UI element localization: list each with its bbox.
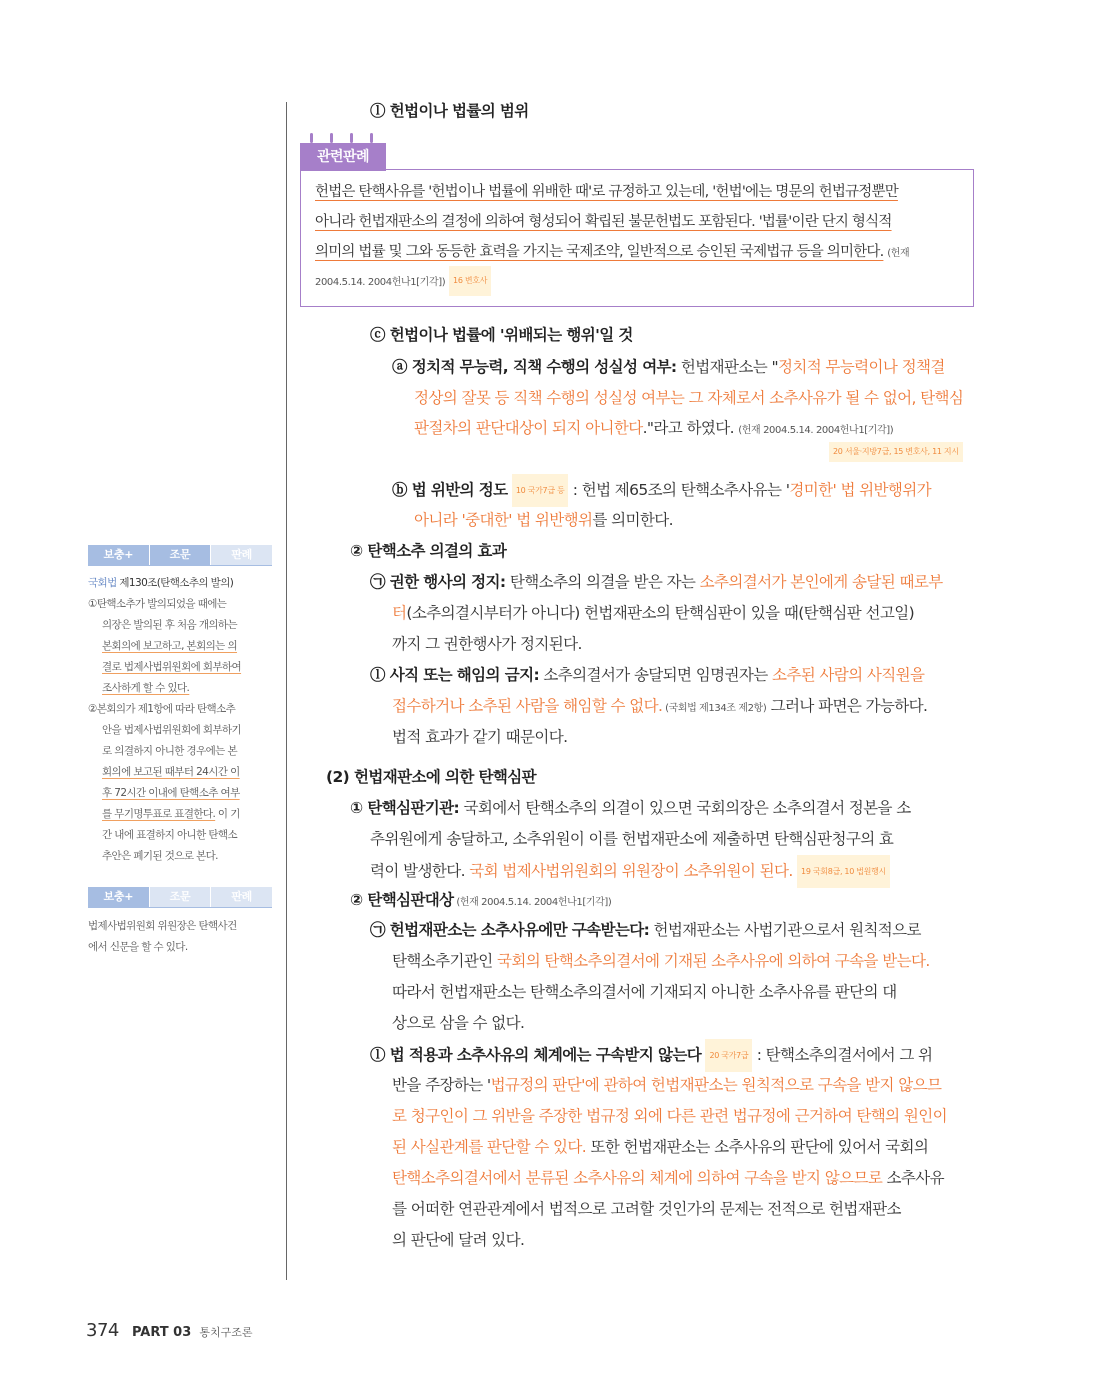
sidebar-tabs xyxy=(88,545,272,565)
case-line-4: 2004.5.14. 2004헌나1[기각]) 16 변호사 xyxy=(315,266,491,297)
para-dismiss-line-3: 법적 효과가 같기 때문이다. xyxy=(392,728,568,746)
para-notbound-line-6: 를 어떠한 연관관계에서 법적으로 고려할 것인가의 문제는 전적으로 헌법재판소 xyxy=(392,1200,901,1218)
para-dismiss-line-2: 접수하거나 소추된 사람을 해임할 수 없다. (국회법 제134조 제2항) 그러나 파면은 가능하다. xyxy=(392,697,928,715)
para-bound-line-3: 따라서 헌법재판소는 탄핵소추의결서에 기재되지 아니한 소추사유를 판단의 대 xyxy=(392,983,897,1001)
para-notbound-line-7: 의 판단에 달려 있다. xyxy=(392,1231,525,1249)
statute-line: 본회의에 보고하고, 본회의는 의 xyxy=(102,640,238,652)
para-a-line-3: 판절차의 판단대상이 되지 아니한다."라고 하였다. (헌재 2004.5.14. 2004헌나1[기각]) xyxy=(414,419,894,437)
statute-line: 결로 법제사법위원회에 회부하여 xyxy=(102,661,242,673)
tab-statute: 조문 xyxy=(150,887,211,907)
para-organ-line-1: ① 탄핵심판기관: 국회에서 탄핵소추의 의결이 있으면 국회의장은 소추의결서 정본을 소 xyxy=(350,799,911,817)
para-object-head: ② 탄핵심판대상 (헌재 2004.5.14. 2004헌나1[기각]) xyxy=(350,891,612,909)
statute-line: 회의에 보고된 때부터 24시간 이 xyxy=(102,766,240,778)
case-frame xyxy=(300,169,974,307)
para-bound-line-2: 탄핵소추기관인 국회의 탄핵소추의결서에 기재된 소추사유에 의하여 구속을 받는다. xyxy=(392,952,930,970)
para-notbound-line-5: 탄핵소추의결서에서 분류된 소추사유의 체계에 의하여 구속을 받지 않으므로 소추사유 xyxy=(392,1169,945,1187)
para-a-line-1: ⓐ 정치적 무능력, 직책 수행의 성실성 여부: 헌법재판소는 "정치적 무능력이나 정책결 xyxy=(392,358,945,376)
tab-precedent: 판례 xyxy=(211,545,272,565)
heading-court: (2) 헌법재판소에 의한 탄핵심판 xyxy=(326,768,537,786)
heading-effects: ② 탄핵소추 의결의 효과 xyxy=(350,542,507,560)
page-footer xyxy=(86,1320,253,1341)
para-b-line-2: 아니라 '중대한' 법 위반행위를 의미한다. xyxy=(414,511,673,529)
para-a-line-2: 정상의 잘못 등 직책 수행의 성실성 여부는 그 자체로서 소추사유가 될 수 없어, 탄핵심 xyxy=(414,389,964,407)
statute-line: 간 내에 표결하지 아니한 탄핵소 xyxy=(102,829,238,841)
sidebar-tabs xyxy=(88,887,272,907)
statute-line: 안을 법제사법위원회에 회부하기 xyxy=(102,724,242,736)
para-notbound-line-2: 반을 주장하는 '법규정의 판단'에 관하여 헌법재판소는 원칙적으로 구속을 받지 않으므 xyxy=(392,1076,942,1094)
case-line-3: 의미의 법률 및 그와 동등한 효력을 가지는 국제조약, 일반적으로 승인된 국제법규 등을 의미한다. (헌재 xyxy=(315,244,910,260)
supplement-line: 법제사법위원회 위원장은 탄핵사건 xyxy=(88,920,237,932)
tab-supplement: 보충+ xyxy=(88,887,149,907)
case-label: 관련판례 xyxy=(300,143,386,171)
statute-line: 추안은 폐기된 것으로 본다. xyxy=(102,850,218,862)
para-suspend-line-3: 까지 그 권한행사가 정지된다. xyxy=(392,635,582,653)
statute-title: 국회법 제130조(탄핵소추의 발의) xyxy=(88,577,234,589)
statute-line: 를 무기명투표로 표결한다. 이 기 xyxy=(102,808,240,820)
statute-line: 후 72시간 이내에 탄핵소추 여부 xyxy=(102,787,240,799)
para-notbound-line-3: 로 청구인이 그 위반을 주장한 법규정 외에 다른 관련 법규정에 근거하여 탄핵의 원인이 xyxy=(392,1107,947,1125)
para-organ-line-2: 추위원에게 송달하고, 소추위원이 이를 헌법재판소에 제출하면 탄핵심판청구의 효 xyxy=(370,830,894,848)
statute-line: 의장은 발의된 후 처음 개의하는 xyxy=(102,619,238,631)
para-organ-line-3: 력이 발생한다. 국회 법제사법위원회의 위원장이 소추위원이 된다. 19 국회8급, 10 법원행시 xyxy=(370,855,890,888)
para-notbound-line-1: ⓛ 법 적용과 소추사유의 체계에는 구속받지 않는다 20 국가7급 : 탄핵소추의결서에서 그 위 xyxy=(370,1039,932,1072)
heading-scope: ⓛ 헌법이나 법률의 범위 xyxy=(370,102,529,120)
para-suspend-line-2: 터(소추의결시부터가 아니다) 헌법재판소의 탄핵심판이 있을 때(탄핵심판 선고일) xyxy=(392,604,915,622)
para-dismiss-line-1: ⓛ 사직 또는 해임의 금지: 소추의결서가 송달되면 임명권자는 소추된 사람의 사직원을 xyxy=(370,666,925,684)
column-divider xyxy=(286,102,287,1280)
para-bound-line-1: ㉠ 헌법재판소는 소추사유에만 구속받는다: 헌법재판소는 사법기관으로서 원칙적으로 xyxy=(370,921,921,939)
statute-line: 조사하게 할 수 있다. xyxy=(102,682,190,694)
tab-supplement: 보충+ xyxy=(88,545,149,565)
statute-line: ②본회의가 제1항에 따라 탄핵소추 xyxy=(88,703,236,715)
para-suspend-line-1: ㉠ 권한 행사의 정지: 탄핵소추의 의결을 받은 자는 소추의결서가 본인에게 송달된 때로부 xyxy=(370,573,943,591)
supplement-line: 에서 신문을 할 수 있다. xyxy=(88,941,188,953)
part-label: PART 03 xyxy=(131,1325,192,1340)
statute-line: ①탄핵소추가 발의되었을 때에는 xyxy=(88,598,227,610)
chapter-label: 통치구조론 xyxy=(199,1326,253,1339)
para-bound-line-4: 상으로 삼을 수 없다. xyxy=(392,1014,525,1032)
tab-statute: 조문 xyxy=(150,545,211,565)
page-number: 374 xyxy=(86,1320,119,1341)
heading-violation: ⓒ 헌법이나 법률에 '위배되는 행위'일 것 xyxy=(370,326,633,344)
statute-line: 로 의결하지 아니한 경우에는 본 xyxy=(102,745,238,757)
case-line-1: 헌법은 탄핵사유를 '헌법이나 법률에 위배한 때'로 규정하고 있는데, '헌법'에는 명문의 헌법규정뿐만 xyxy=(315,184,898,200)
para-a-tag: 20 서울·지방7급, 15 변호사, 11 지시 xyxy=(829,442,963,462)
case-line-2: 아니라 헌법재판소의 결정에 의하여 형성되어 확립된 불문헌법도 포함된다. '법률'이란 단지 형식적 xyxy=(315,214,892,230)
para-notbound-line-4: 된 사실관계를 판단할 수 있다. 또한 헌법재판소는 소추사유의 판단에 있어서 국회의 xyxy=(392,1138,929,1156)
tab-precedent: 판례 xyxy=(211,887,272,907)
para-b-line-1: ⓑ 법 위반의 정도 10 국가7급 등 : 헌법 제65조의 탄핵소추사유는 '경미한' 법 위반행위가 xyxy=(392,474,931,507)
binder-rings xyxy=(304,133,389,143)
